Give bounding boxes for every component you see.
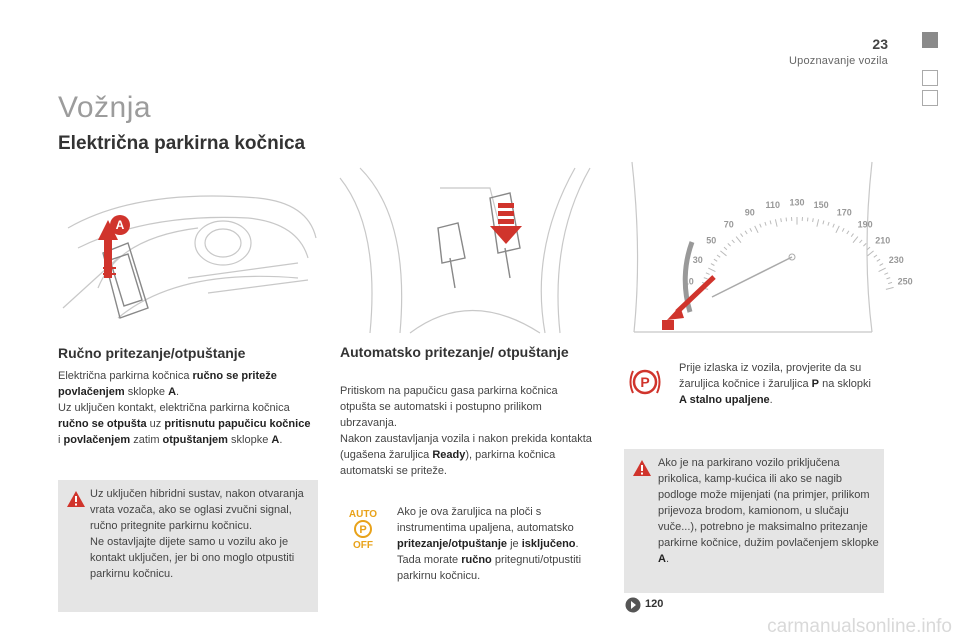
auto-off-lamp-icon (345, 506, 381, 550)
speed-label: 170 (836, 207, 852, 218)
speed-tick (823, 221, 824, 225)
chapter-tab-box (922, 70, 938, 86)
speed-label: 50 (706, 235, 717, 246)
speed-tick (847, 231, 849, 234)
manual-warning-line2: Ne ostavljajte dijete samo u vozilu ako je kontakt uključen, jer bi ono moglo otpustiti parkirnu kočnicu. (90, 536, 295, 580)
svg-text:OFF: OFF (353, 540, 373, 551)
speed-tick (833, 224, 835, 228)
speed-tick (887, 278, 891, 279)
speed-tick (741, 234, 743, 237)
speedometer-illustration (622, 162, 913, 334)
section-title: Električna parkirna kočnica (58, 133, 306, 154)
automatic-text: Pritiskom na papučicu gasa parkirna kočnica otpušta se automatski i postupno prilikom ubrzavanja. Nakon zaustavljanja vozila i nakon prekida kontakta (ugašena žaruljica Ready), parkirna kočnica automatski se priteže. (340, 385, 592, 477)
warning-icon (66, 490, 86, 508)
speed-label: 110 (765, 200, 781, 211)
speed-label: 190 (857, 219, 873, 230)
manual-warning-line1: Uz uključen hibridni sustav, nakon otvaranja vrata vozača, ako se oglasi zvučni signal, ručno pritegnite parkirnu kočnicu. (90, 488, 304, 532)
arrow-right-icon (625, 597, 641, 613)
speed-tick (732, 240, 735, 243)
chapter-tab-active (922, 32, 938, 48)
speed-tick (714, 259, 717, 261)
speed-tick (813, 218, 814, 222)
speed-tick (724, 247, 727, 250)
speed-tick (884, 273, 888, 275)
speed-tick (770, 221, 771, 225)
trailer-warning-text: Ako je na parkirano vozilo priključena prikolica, kamp-kućica ili ako se nagib podloge može mijenjati (na primjer, prilikom prijevoza brodom, kamionom, u slučaju vuče...), potrebno je maksimalno pritezanje parkirne kočnice, dužim povlačenjem sklopke A. (658, 457, 879, 565)
speed-tick (868, 251, 874, 256)
watermark: carmanualsonline.info (767, 616, 952, 637)
speed-tick (817, 219, 819, 226)
page-title: Vožnja (58, 91, 152, 124)
speed-tick (736, 237, 741, 243)
speed-tick (879, 268, 886, 272)
speed-tick (851, 234, 853, 237)
chapter-tab-box (922, 90, 938, 106)
page-number: 23 (872, 36, 888, 52)
speed-tick (828, 222, 829, 226)
speed-tick (842, 228, 844, 231)
speed-tick (888, 282, 892, 283)
manual-warning-box (58, 480, 318, 612)
auto-off-text: Ako je ova žaruljica na ploči s instrumentima upaljena, automatsko pritezanje/otpuštanje je isključeno. Tada morate ručno pritegnuti/otpustiti parkirnu kočnicu. (397, 506, 582, 582)
speed-label: 70 (723, 219, 734, 230)
section-name: Upoznavanje vozila (789, 55, 888, 67)
svg-text:P: P (640, 374, 650, 390)
automatic-heading: Automatsko pritezanje/ otpuštanje (340, 344, 569, 360)
speed-label: 30 (692, 254, 703, 265)
speed-tick (755, 226, 758, 233)
speed-tick (711, 264, 715, 266)
speed-tick (863, 243, 866, 246)
speed-tick (836, 226, 839, 233)
p-lamp-text: Prije izlaska iz vozila, provjerite da su žaruljica kočnice i žaruljica P na sklopki A stalno upaljene. (679, 362, 871, 406)
speed-tick (775, 219, 777, 226)
parking-brake-switch-illustration (58, 168, 318, 333)
page-reference-link[interactable] (625, 597, 685, 613)
warning-icon (632, 459, 652, 477)
speed-tick (708, 268, 715, 272)
speed-tick (750, 228, 752, 231)
speed-tick (853, 237, 858, 243)
speed-tick (728, 243, 731, 246)
speed-label: 150 (813, 200, 829, 211)
trailer-warning-box (624, 449, 884, 593)
speed-label: 10 (683, 276, 694, 287)
speed-tick (860, 240, 863, 243)
svg-text:AUTO: AUTO (348, 509, 378, 520)
parking-brake-lamp-icon (627, 367, 663, 397)
manual-text: Električna parkirna kočnica ručno se priteže povlačenjem sklopke A. Uz uključen kontakt, električna parkirna kočnica ručno se otpušta uz pritisnutu papučicu kočnice i povlačenjem zatim otpuštanjem sklopke A. (58, 370, 311, 446)
speed-label: 210 (875, 235, 891, 246)
speed-tick (760, 224, 762, 228)
speed-tick (720, 251, 726, 256)
speed-tick (704, 278, 708, 279)
manual-heading: Ručno pritezanje/otpuštanje (58, 345, 246, 361)
speed-tick (765, 222, 766, 226)
speed-tick (880, 264, 884, 266)
svg-text:P: P (359, 524, 367, 536)
speed-label: 130 (789, 197, 805, 208)
speed-label: 230 (888, 254, 904, 265)
speed-tick (877, 259, 880, 261)
switch-label-a: A (115, 218, 125, 232)
speed-tick (706, 273, 710, 275)
speed-tick (717, 255, 720, 257)
speed-tick (745, 231, 747, 234)
speed-label: 90 (744, 207, 755, 218)
speed-tick (886, 287, 894, 289)
pedals-illustration (340, 168, 600, 333)
reference-page-number: 120 (645, 598, 664, 610)
speed-tick (781, 218, 782, 222)
speed-tick (874, 255, 877, 257)
speed-label: 250 (897, 276, 913, 287)
